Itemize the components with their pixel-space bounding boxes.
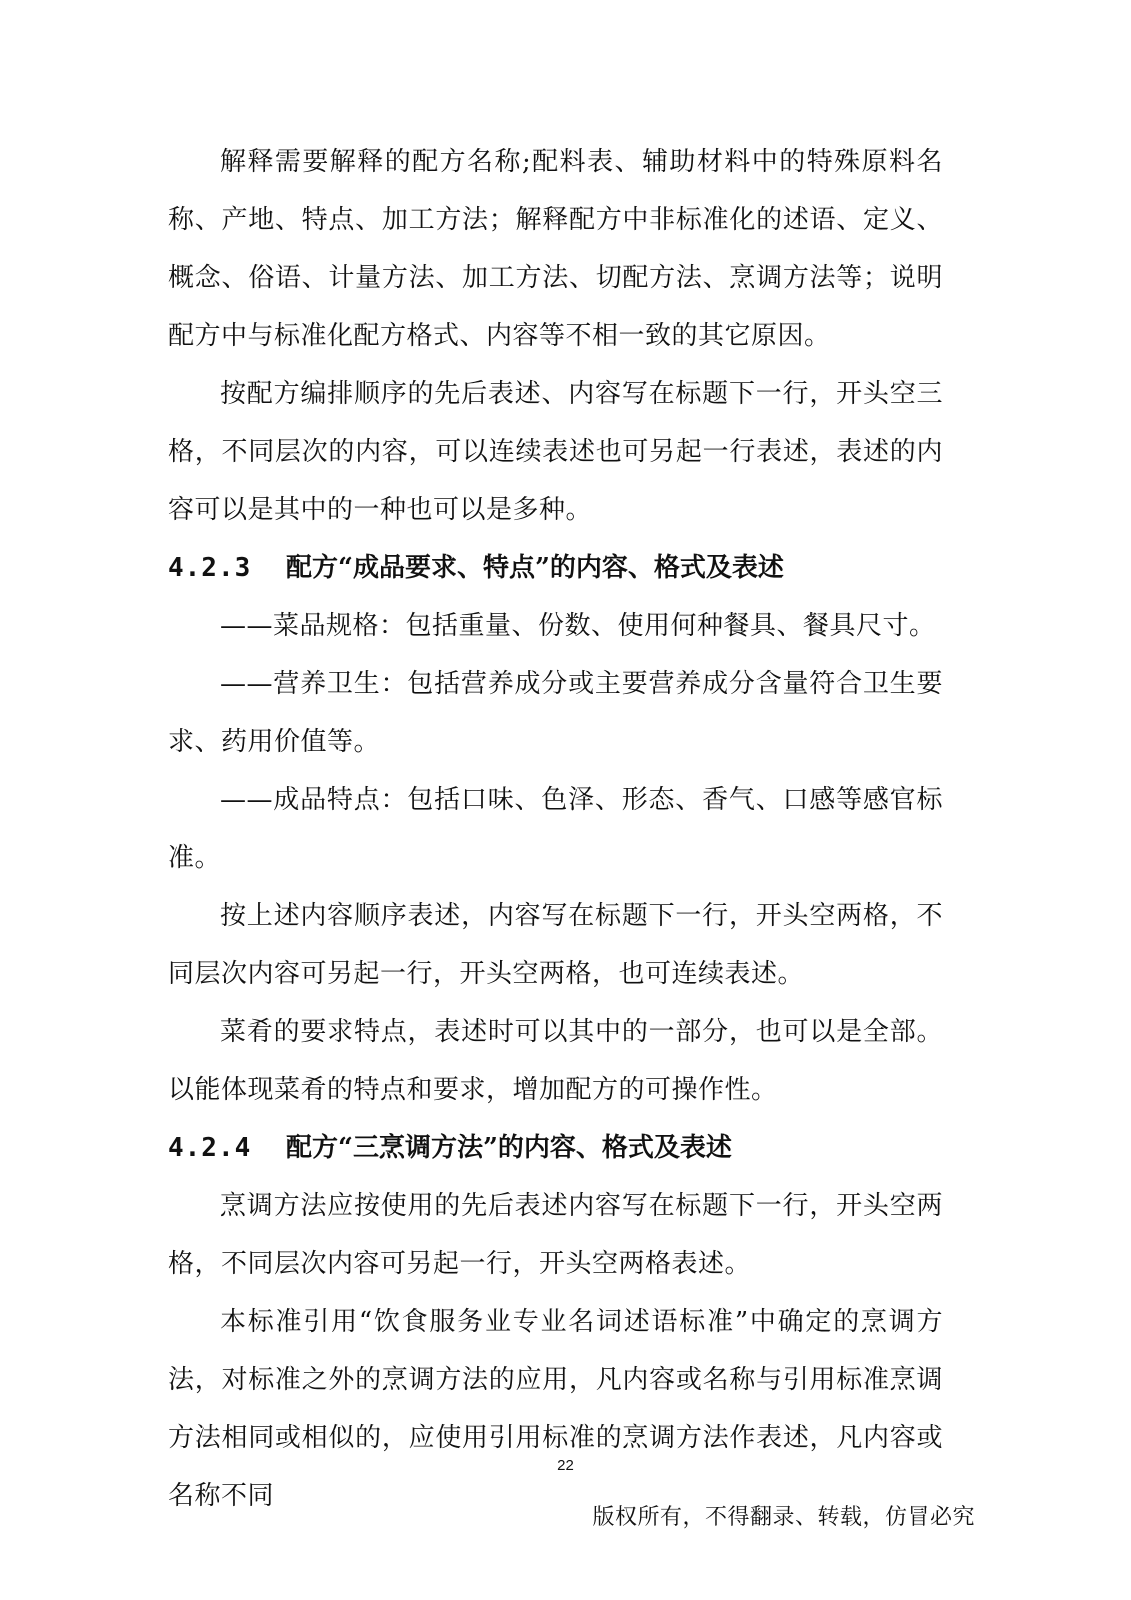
paragraph: 按配方编排顺序的先后表述、内容写在标题下一行，开头空三格，不同层次的内容，可以连续表述也可另起一行表述，表述的内容可以是其中的一种也可以是多种。	[168, 379, 943, 525]
section-number: 4.2.3	[168, 553, 252, 583]
page-number: 22	[557, 1457, 574, 1474]
list-item-nutrition: ——营养卫生：包括营养成分或主要营养成分含量符合卫生要求、药用价值等。	[168, 669, 943, 757]
paragraph: 烹调方法应按使用的先后表述内容写在标题下一行，开头空两格，不同层次内容可另起一行，开头空两格表述。	[168, 1191, 943, 1279]
section-title: 配方“三烹调方法”的内容、格式及表述	[286, 1133, 732, 1163]
list-item-features: ——成品特点：包括口味、色泽、形态、香气、口感等感官标准。	[168, 785, 943, 873]
section-title: 配方“成品要求、特点”的内容、格式及表述	[286, 553, 784, 583]
paragraph: 解释需要解释的配方名称;配料表、辅助材料中的特殊原料名称、产地、特点、加工方法；解释配方中非标准化的述语、定义、概念、俗语、计量方法、加工方法、切配方法、烹调方法等；说明配方中与标准化配方格式、内容等不相一致的其它原因。	[168, 147, 943, 351]
section-number: 4.2.4	[168, 1133, 252, 1163]
section-heading-4-2-4	[168, 1119, 943, 1177]
paragraph: 菜肴的要求特点，表述时可以其中的一部分，也可以是全部。以能体现菜肴的特点和要求，增加配方的可操作性。	[168, 1017, 943, 1105]
document-body	[168, 133, 943, 1525]
copyright-notice: 版权所有，不得翻录、转载，仿冒必究	[592, 1505, 975, 1530]
paragraph: 按上述内容顺序表述，内容写在标题下一行，开头空两格，不同层次内容可另起一行，开头空两格，也可连续表述。	[168, 901, 943, 989]
paragraph: 本标准引用“饮食服务业专业名词述语标准”中确定的烹调方法，对标准之外的烹调方法的应用，凡内容或名称与引用标准烹调方法相同或相似的，应使用引用标准的烹调方法作表述，凡内容或名称不同	[168, 1307, 943, 1511]
list-item-dish-spec: ——菜品规格：包括重量、份数、使用何种餐具、餐具尺寸。	[220, 611, 936, 641]
section-heading-4-2-3	[168, 539, 943, 597]
